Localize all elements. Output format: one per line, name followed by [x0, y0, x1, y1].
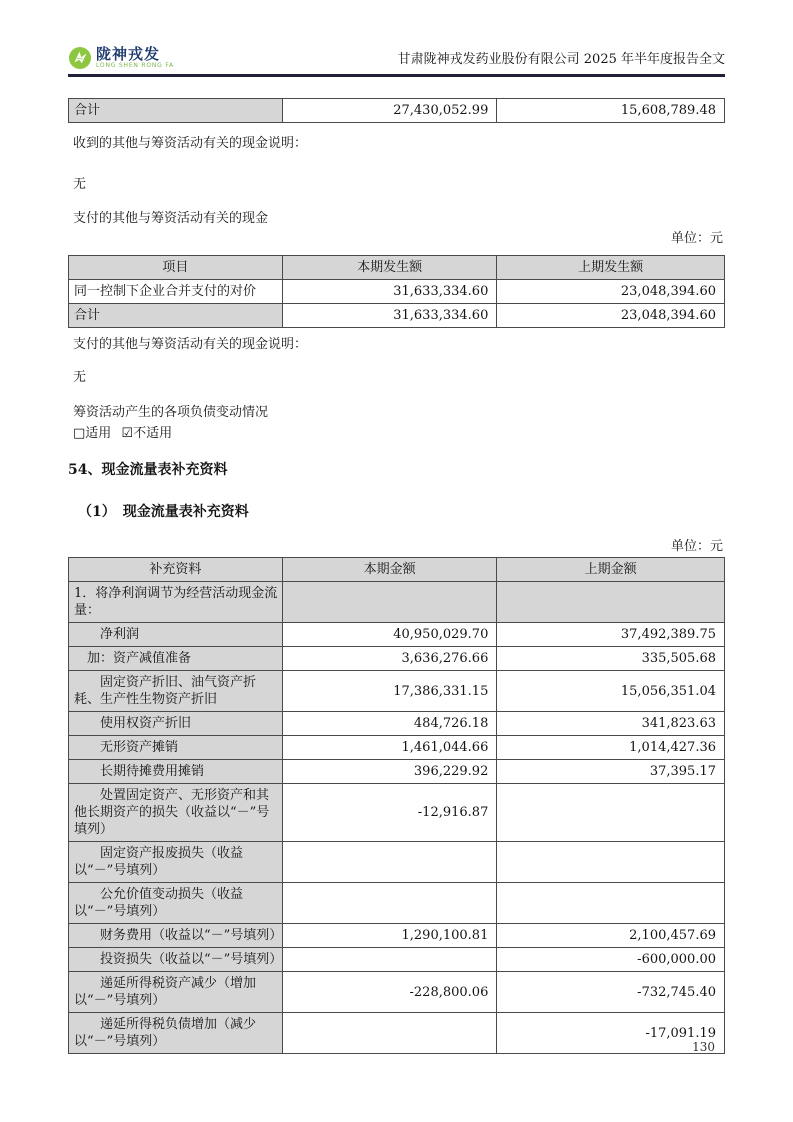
current-amount-cell: [282, 582, 497, 623]
brand-name-en: LONG SHEN RONG FA: [96, 62, 174, 69]
table-row: [69, 712, 725, 736]
previous-amount-cell: 2,100,457.69: [497, 924, 725, 948]
column-header: 上期金额: [497, 558, 725, 582]
table-header-row: [69, 256, 725, 280]
previous-amount-cell: -600,000.00: [497, 948, 725, 972]
paid-other-cash-title: 支付的其他与筹资活动有关的现金: [73, 211, 269, 226]
previous-amount-cell: -732,745.40: [497, 972, 725, 1013]
paid-cash-note-value: 无: [73, 370, 87, 385]
unit-label-2: 单位：元: [670, 539, 723, 554]
document-title: 甘肃陇神戎发药业股份有限公司 2025 年半年度报告全文: [397, 52, 725, 67]
row-label-cell: 无形资产摊销: [69, 736, 283, 760]
previous-amount-cell: 37,492,389.75: [497, 623, 725, 647]
current-amount-cell: 31,633,334.60: [282, 280, 497, 304]
previous-amount-cell: 335,505.68: [497, 647, 725, 671]
column-header: 上期发生额: [497, 256, 725, 280]
row-label-cell: 加：资产减值准备: [69, 647, 283, 671]
sub-heading-1: （1） 现金流量表补充资料: [78, 504, 249, 520]
table-row: [69, 671, 725, 712]
previous-amount-cell: [497, 883, 725, 924]
table-row: [69, 784, 725, 842]
table-row: [69, 948, 725, 972]
row-label-cell: 投资损失（收益以“－”号填列）: [69, 948, 283, 972]
table-row: [69, 972, 725, 1013]
current-amount-cell: [282, 948, 497, 972]
row-label-cell: 固定资产折旧、油气资产折耗、生产性生物资产折旧: [69, 671, 283, 712]
column-header: 本期发生额: [282, 256, 497, 280]
previous-amount-cell: 23,048,394.60: [497, 304, 725, 328]
page-content: [68, 98, 725, 1054]
current-amount-cell: 484,726.18: [282, 712, 497, 736]
unit-label: 单位：元: [670, 231, 723, 246]
table-row: [69, 842, 725, 883]
previous-amount-cell: 15,056,351.04: [497, 671, 725, 712]
row-label-cell: 固定资产报废损失（收益以“－”号填列）: [69, 842, 283, 883]
paid-cash-note-label: 支付的其他与筹资活动有关的现金说明：: [73, 337, 308, 352]
current-amount-cell: 31,633,334.60: [282, 304, 497, 328]
current-amount-cell: [282, 883, 497, 924]
previous-amount-cell: -17,091.19: [497, 1013, 725, 1054]
previous-amount-cell: 37,395.17: [497, 760, 725, 784]
row-label-cell: 递延所得税负债增加（减少以“－”号填列）: [69, 1013, 283, 1054]
page-number: 130: [692, 1040, 715, 1054]
applicable-checkbox-unchecked: □适用: [73, 426, 112, 441]
table-row: [69, 647, 725, 671]
row-label-cell: 递延所得税资产减少（增加以“－”号填列）: [69, 972, 283, 1013]
previous-amount-cell: 15,608,789.48: [497, 99, 725, 123]
table-row: [69, 582, 725, 623]
current-amount-cell: 1,461,044.66: [282, 736, 497, 760]
table-row: [69, 623, 725, 647]
brand-name-cn: 陇神戎发: [96, 45, 161, 63]
current-amount-cell: 40,950,029.70: [282, 623, 497, 647]
logo-bird-icon: [68, 46, 92, 70]
column-header: 项目: [69, 256, 283, 280]
row-label-cell: 长期待摊费用摊销: [69, 760, 283, 784]
current-amount-cell: [282, 1013, 497, 1054]
current-amount-cell: 1,290,100.81: [282, 924, 497, 948]
logo-text: [96, 47, 174, 69]
previous-amount-cell: [497, 842, 725, 883]
page-footer: [692, 1040, 715, 1054]
table-row: [69, 924, 725, 948]
cash-flow-supplement-table: [68, 557, 725, 1054]
previous-amount-cell: 1,014,427.36: [497, 736, 725, 760]
previous-amount-cell: 23,048,394.60: [497, 280, 725, 304]
applicability-check-line: [68, 425, 725, 442]
row-label-cell: 合计: [69, 99, 283, 123]
page-header: [68, 0, 725, 77]
table-row: [69, 99, 725, 123]
current-amount-cell: [282, 842, 497, 883]
company-logo: [68, 46, 174, 70]
previous-amount-cell: [497, 784, 725, 842]
previous-amount-cell: [497, 582, 725, 623]
current-amount-cell: 27,430,052.99: [282, 99, 497, 123]
table-row: [69, 760, 725, 784]
paid-other-cash-table: [68, 255, 725, 328]
row-label-cell: 财务费用（收益以“－”号填列）: [69, 924, 283, 948]
row-label-cell: 公允价值变动损失（收益以“－”号填列）: [69, 883, 283, 924]
liabilities-change-title: 筹资活动产生的各项负债变动情况: [73, 405, 269, 420]
row-label-cell: 净利润: [69, 623, 283, 647]
table-row: [69, 1013, 725, 1054]
column-header: 补充资料: [69, 558, 283, 582]
row-label-cell: 合计: [69, 304, 283, 328]
table-row: [69, 304, 725, 328]
row-label-cell: 1．将净利润调节为经营活动现金流量：: [69, 582, 283, 623]
section-heading-54: 54、现金流量表补充资料: [68, 462, 228, 478]
current-amount-cell: -228,800.06: [282, 972, 497, 1013]
row-label-cell: 处置固定资产、无形资产和其他长期资产的损失（收益以“－”号填列）: [69, 784, 283, 842]
table-header-row: [69, 558, 725, 582]
received-cash-note-value: 无: [73, 177, 87, 192]
previous-table-total-row: [68, 98, 725, 123]
current-amount-cell: 17,386,331.15: [282, 671, 497, 712]
table-row: [69, 883, 725, 924]
previous-amount-cell: 341,823.63: [497, 712, 725, 736]
current-amount-cell: 3,636,276.66: [282, 647, 497, 671]
row-label-cell: 使用权资产折旧: [69, 712, 283, 736]
current-amount-cell: -12,916.87: [282, 784, 497, 842]
column-header: 本期金额: [282, 558, 497, 582]
table-row: [69, 736, 725, 760]
table-row: [69, 280, 725, 304]
current-amount-cell: 396,229.92: [282, 760, 497, 784]
not-applicable-checkbox-checked: ☑不适用: [121, 426, 173, 441]
received-cash-note-label: 收到的其他与筹资活动有关的现金说明：: [73, 136, 308, 151]
row-label-cell: 同一控制下企业合并支付的对价: [69, 280, 283, 304]
